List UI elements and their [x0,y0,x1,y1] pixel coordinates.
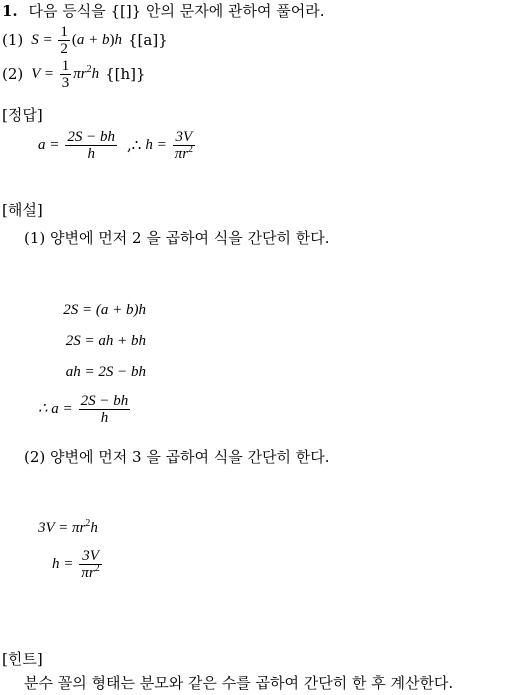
solution-step-1: (1) 양변에 먼저 2 을 곱하여 식을 간단히 한다. [24,229,330,247]
solution-eq-4 [38,390,132,428]
answer-h-den-wrap: $\pi r^2$ [174,143,194,162]
solution-eq-6 [52,544,104,584]
solution-eq5-main: 3V = πr [38,520,86,536]
answer-a-lhs: a = [38,136,60,153]
solution-eq-3: ah = 2S − bh [65,364,146,380]
item2-label: (2) [2,64,24,83]
answer-sep: ,∴ [127,135,142,154]
answer-a-den: h [65,145,117,162]
solution-eq5-tail: h [90,520,98,536]
solution-eq-1: 2S = (a + b)h [63,302,146,318]
problem-instruction: 다음 등식을 {[]} 안의 문자에 관하여 풀어라. [28,2,325,20]
answer-a-num: 2S − bh [67,128,115,145]
problem-item-1 [2,22,168,58]
item1-equation: S = $\frac{1}{2}$ (a + b)h [31,23,122,57]
solution-eq-5: $3V = \pi r^2h$ [38,518,98,536]
item2-fraction: $\frac{1}{3}$ [61,57,70,91]
solution-eq6-lhs: h = [52,555,74,572]
item1-fraction: $\frac{1}{2}$ [60,23,68,57]
solution-eq6-num: 3V [82,547,99,564]
solution-eq4-num: 2S − bh [80,392,129,409]
solution-eq6-den-wrap: $\pi r^2$ [81,562,100,581]
solution-eq-2: 2S = ah + bh [65,333,146,349]
answer-a-fraction [65,129,117,162]
answer-h-den: πr [174,145,189,162]
solution-eq4-den: h [79,409,131,426]
hint-header: [힌트] [2,650,43,668]
answer-header: [정답] [2,106,43,124]
solution-eq6-fraction [79,548,101,581]
item2-target: {[h]} [105,64,146,83]
solution-header: [해설] [2,201,43,219]
item1-target: {[a]} [128,30,168,49]
solution-eq4-fraction [79,393,131,426]
solution-step-2: (2) 양변에 먼저 3 을 곱하여 식을 간단히 한다. [24,448,330,466]
problem-item-2 [2,56,146,92]
item2-equation: V = $\frac{1}{3}$ $\pi r^2h$ [31,57,100,91]
item1-label: (1) [2,30,24,49]
problem-line [2,4,324,19]
answer-h-num: 3V [175,128,193,145]
answer-h-lhs: h = [145,136,167,153]
answer-h-fraction [173,129,195,162]
solution-eq6-den: πr [81,564,95,581]
solution-eq4-lhs: ∴ a = [38,400,73,417]
hint-text: 분수 꼴의 형태는 분모와 같은 수를 곱하여 간단히 한 후 계산한다. [24,674,454,692]
problem-number: 1. [2,2,18,20]
answer-line [38,126,197,164]
